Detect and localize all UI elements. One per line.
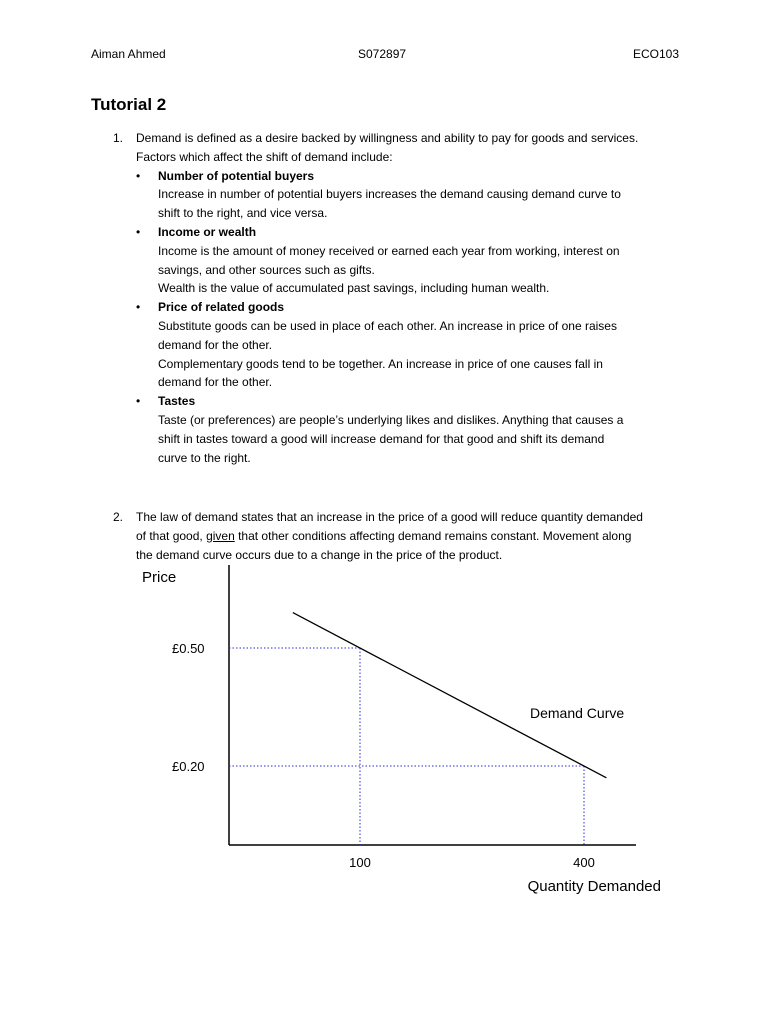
factor-text-line: shift in tastes toward a good will increase demand for that good and shift its demand [158,431,605,446]
factor-heading: Tastes [158,394,196,409]
question-intro-line: Demand is defined as a desire backed by willingness and ability to pay for goods and services. [136,131,639,145]
factor-heading: Income or wealth [158,224,257,239]
question-intro-line: Factors which affect the shift of demand include: [136,149,393,164]
question-body [136,129,696,467]
y-tick-label: £0.20 [172,759,205,774]
factor-text-line: Increase in number of potential buyers increases the demand causing demand curve to [158,187,621,202]
y-axis-title: Price [142,569,177,586]
header-course-code: ECO103 [633,47,680,61]
factor-text-line: demand for the other. [158,337,273,352]
x-tick-label: 400 [573,855,595,870]
factor-text-line: Taste (or preferences) are people’s underlying likes and dislikes. Anything that causes a [158,412,624,427]
factor-text-line: Income is the amount of money received or earned each year from working, interest on [158,243,620,258]
factor-item [136,167,696,223]
factor-item [136,298,696,392]
x-axis-title: Quantity Demanded [527,878,661,895]
bullet-point: • [136,224,141,239]
factor-text-line: demand for the other. [158,375,273,390]
factor-text-line: Wealth is the value of accumulated past savings, including human wealth. [158,281,550,296]
factor-text-line: shift to the right, and vice versa. [158,206,328,221]
factor-text-line: Substitute goods can be used in place of each other. An increase in price of one raises [158,318,617,333]
paragraph-line: the demand curve occurs due to a change in the price of the product. [136,547,503,562]
paragraph-line: The law of demand states that an increase in the price of a good will reduce quantity demanded [136,510,643,524]
factor-list [136,167,696,468]
header-student-id: S072897 [358,47,407,61]
x-tick-label: 100 [349,855,371,870]
header-student-name: Aiman Ahmed [91,47,166,61]
demand-curve-line [293,613,607,778]
factor-heading: Price of related goods [158,300,285,315]
text-run: that other conditions affecting demand remains constant. Movement along [234,528,632,543]
bullet-point: • [136,394,141,409]
demand-chart [0,555,768,900]
bullet-point: • [136,168,141,183]
factor-item [136,223,696,298]
demand-curve-label: Demand Curve [530,705,625,721]
question-number: 1. [113,131,124,145]
bullet-point: • [136,300,141,315]
factor-text-line: savings, and other sources such as gifts. [158,262,375,277]
y-tick-label: £0.50 [172,641,205,656]
text-run: of that good, [136,528,207,543]
question-number: 2. [113,510,124,524]
factor-heading: Number of potential buyers [158,168,315,183]
page-title: Tutorial 2 [91,95,167,114]
paragraph-line [136,527,706,546]
factor-text-line: curve to the right. [158,450,251,465]
factor-item [136,392,696,467]
factor-text-line: Complementary goods tend to be together. An increase in price of one causes fall in [158,356,603,371]
underlined-word: given [206,528,235,543]
